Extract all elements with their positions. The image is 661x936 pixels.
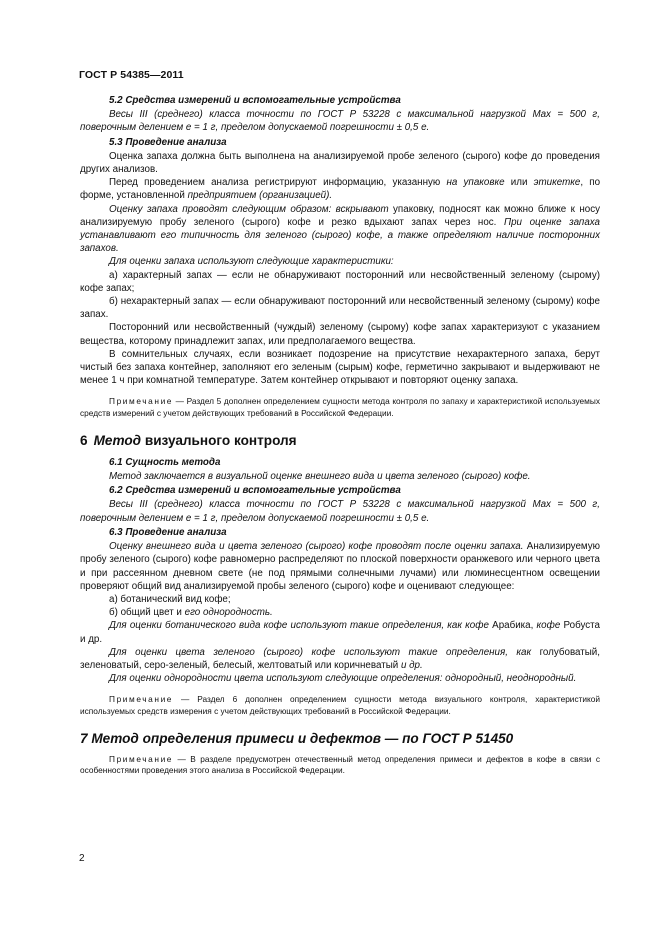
paragraph: Оценка запаха должна быть выполнена на анализируемой пробе зеленого (сырого) кофе до проведения других анализов. bbox=[80, 150, 600, 176]
section-6-1-text: Метод заключается в визуальной оценке внешнего вида и цвета зеленого (сырого) кофе. bbox=[109, 471, 531, 483]
paragraph: Оценку запаха проводят следующим образом: вскрывают упаковку, подносят как можно ближе к носу анализируемую пробу зеленого (сырого) кофе и резко вдыхают запах через нос. При оценке запаха устанавливают его типичность для зеленого (сырого) кофе, а также определяют наличие посторонних запахов. bbox=[80, 203, 601, 255]
page-number: 2 bbox=[79, 853, 85, 864]
paragraph: Посторонний или несвойственный (чуждый) зеленому (сырому) кофе запах характеризуют с указанием вещества, которому принадлежит запах, или предполагаемого вещества. bbox=[80, 322, 600, 347]
list-item: б) общий цвет и его однородность. bbox=[109, 607, 273, 619]
section-5-2-text: Весы III (среднего) класса точности по ГОСТ Р 53228 с максимальной нагрузкой Max = 500 г, поверочным делением е = 1 г, пределом допускаемой погрешности ± 0,5 е. bbox=[80, 109, 600, 134]
note-section-5: Примечание — Раздел 5 дополнен определением сущности метода контроля по запаху и характеристикой используемых средств измерений с учетом действующих требований в Российской Федерации. bbox=[80, 396, 600, 418]
section-6-1-title: 6.1 Сущность метода bbox=[109, 456, 221, 468]
paragraph: В сомнительных случаях, если возникает подозрение на присутствие нехарактерного запаха, берут чистый без запаха контейнер, заполняют его зеленым (сырым) кофе, герметично закрывают и выдерживают не менее 1 ч при комнатной температуре. Затем контейнер открывают и повторяют оценку запаха. bbox=[80, 348, 600, 387]
section-5-2-title: 5.2 Средства измерений и вспомогательные устройства bbox=[109, 95, 401, 106]
document-body bbox=[80, 93, 600, 776]
section-6-2-text: Весы III (среднего) класса точности по ГОСТ Р 53228 с максимальной нагрузкой Max = 500 г, поверочным делением е = 1 г, пределом допускаемой погрешности ± 0,5 е. bbox=[80, 499, 600, 524]
list-item: а) характерный запах — если не обнаруживают посторонний или несвойственный зеленому (сырому) кофе запах; bbox=[80, 269, 600, 294]
section-6-3-title: 6.3 Проведение анализа bbox=[109, 526, 227, 538]
note-section-6: Примечание — Раздел 6 дополнен определением сущности метода визуального контроля, характеристикой используемых средств измерения с учетом действующих требований в Российской Федерации. bbox=[80, 694, 600, 716]
document-header: ГОСТ Р 54385—2011 bbox=[79, 69, 184, 81]
section-5-3-title: 5.3 Проведение анализа bbox=[109, 136, 227, 148]
paragraph: Для оценки запаха используют следующие характеристики: bbox=[109, 256, 394, 268]
section-6-2-title: 6.2 Средства измерений и вспомогательные устройства bbox=[109, 485, 401, 497]
paragraph: Для оценки однородности цвета используют следующие определения: однородный, неоднородный. bbox=[109, 673, 577, 685]
list-item: а) ботанический вид кофе; bbox=[109, 593, 231, 605]
note-section-7: Примечание — В разделе предусмотрен отечественный метод определения примеси и дефектов в кофе в связи с особенностями проведения этого анализа в Российской Федерации. bbox=[80, 753, 600, 775]
paragraph: Для оценки ботанического вида кофе используют такие определения, как кофе Арабика, кофе Робуста и др. bbox=[80, 620, 600, 645]
paragraph: Оценку внешнего вида и цвета зеленого (сырого) кофе проводят после оценки запаха. Анализируемую пробу зеленого (сырого) кофе равномерно распределяют по плоской поверхности оранжевого или черного цвета и при рассеянном дневном свете (не под прямыми солнечными лучами) или люминесцентном освещении проверяют общий вид анализируемой пробы зеленого (сырого) кофе и оценивают следующее: bbox=[80, 541, 600, 592]
list-item: б) нехарактерный запах — если обнаруживают посторонний или несвойственный зеленому (сырому) кофе запах. bbox=[80, 296, 600, 321]
section-7-heading: 7 Метод определения примеси и дефектов — по ГОСТ Р 51450 bbox=[80, 730, 514, 746]
paragraph: Для оценки цвета зеленого (сырого) кофе используют такие определения, как голубоватый, зеленоватый, серо-зеленый, белесый, желтоватый или коричневатый и др. bbox=[80, 646, 600, 671]
section-6-heading: 6 Метод визуального контроля bbox=[80, 432, 297, 448]
paragraph: Перед проведением анализа регистрируют информацию, указанную на упаковке или этикетке, по форме, установленной предприятием (организацией). bbox=[80, 177, 601, 202]
